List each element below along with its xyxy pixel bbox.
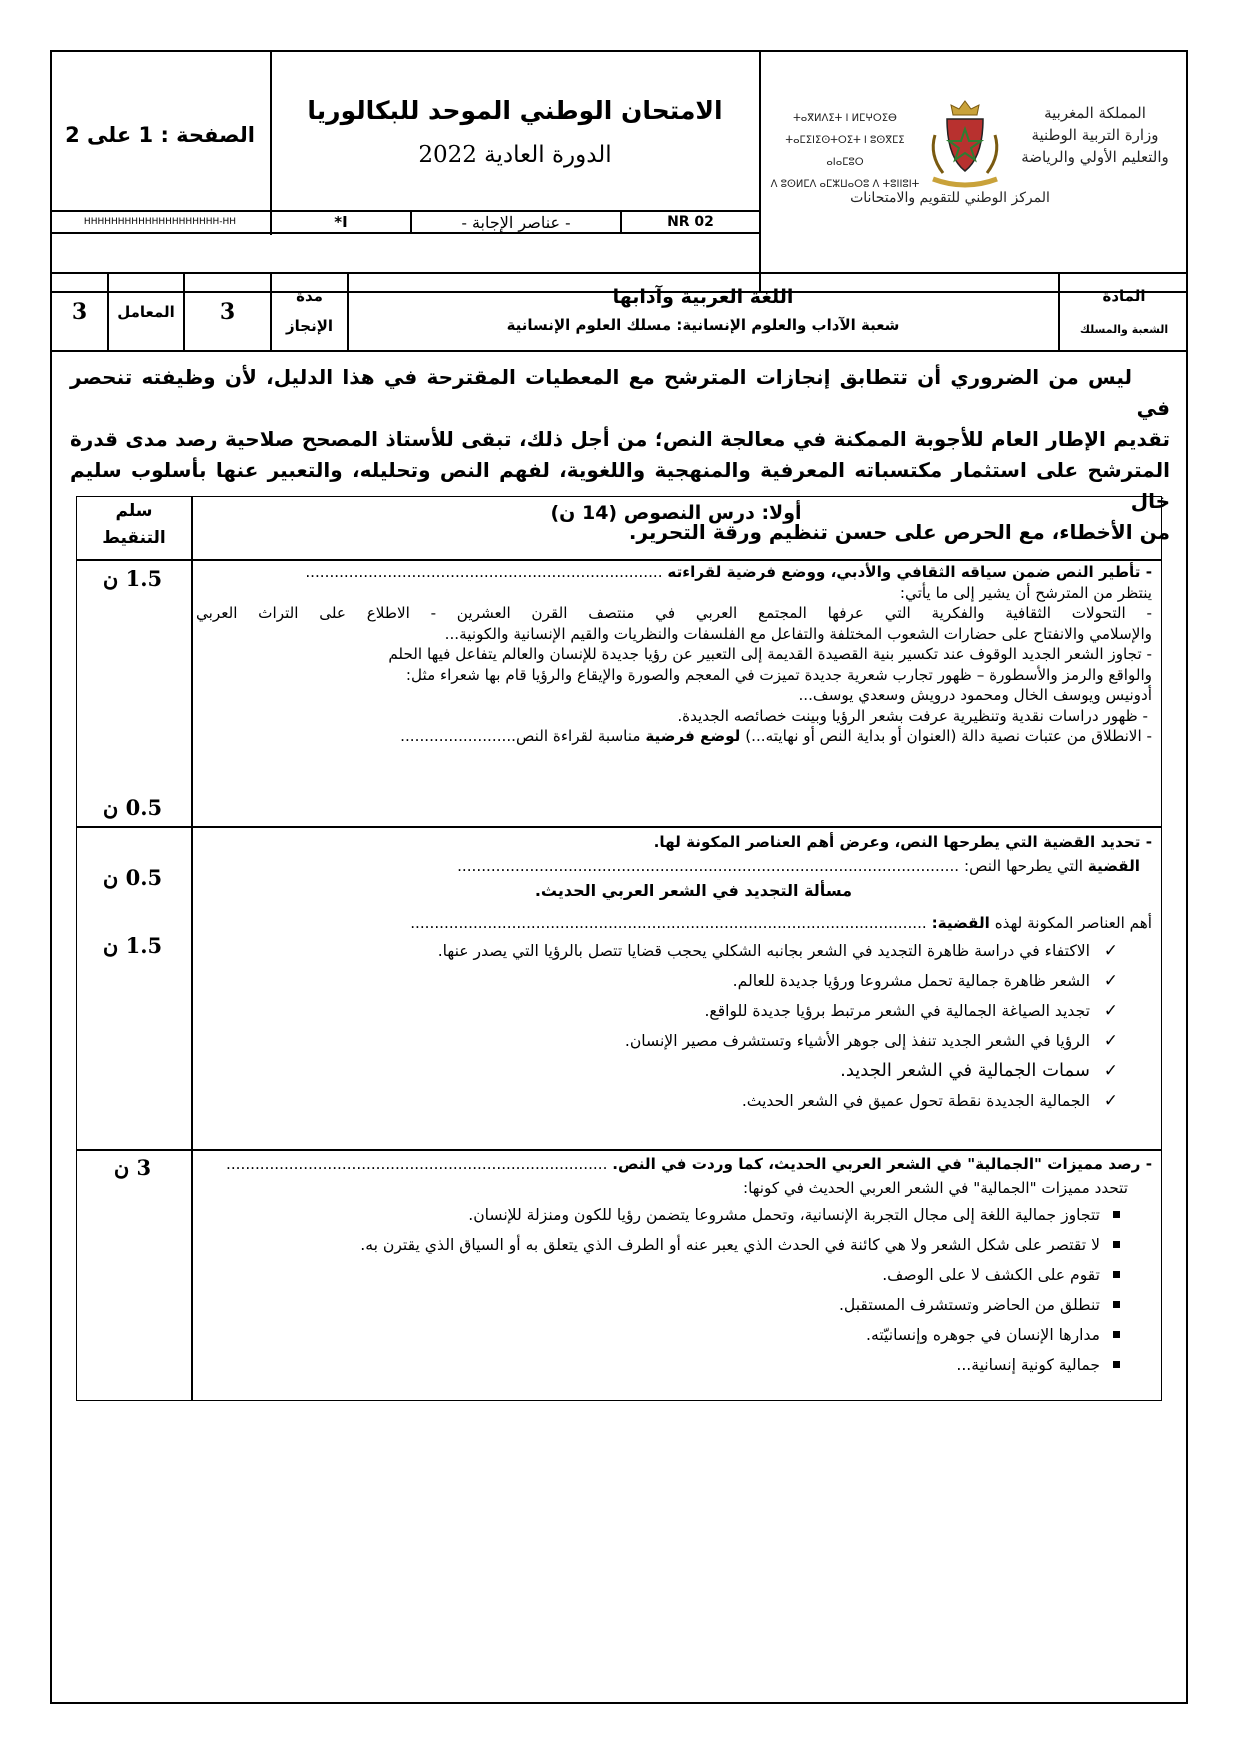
table-column-divider — [191, 496, 193, 1401]
score-s2-a: 0.5 ن — [102, 865, 163, 890]
table-row-divider — [76, 1149, 1162, 1151]
s2-issue-label-rest: التي يطرحها النص: — [963, 857, 1088, 875]
list-item: جمالية كونية إنسانية... — [196, 1350, 1122, 1380]
series-code: *I — [334, 213, 348, 231]
tifinagh-text — [770, 108, 920, 196]
intro-line: من الأخطاء، مع الحرص على حسن تنظيم ورقة التحرير. — [628, 520, 1170, 544]
s2-issue-line — [196, 854, 1152, 878]
tifinagh-line: ⵜⴰⵎⵉⵏⵉⵙⵜⵔⵉⵜ ⵏ ⵓⵙⴳⵎⵉ ⴰⵏⴰⵎⵓⵔ — [785, 135, 905, 168]
score-s2-b: 1.5 ن — [102, 933, 163, 958]
s2-elements-label-bold: القضية: — [931, 914, 990, 932]
section-2-content — [196, 830, 1152, 1116]
header-divider — [270, 50, 272, 235]
s1-last-text: - الانطلاق من عتبات نصية دالة (العنوان أو بداية النص أو نهايته...) — [740, 727, 1152, 745]
s1-heading-dots: .......................................................................... — [305, 563, 663, 581]
answer-elements-label: - عناصر الإجابة - — [461, 212, 571, 232]
kingdom-text — [1010, 102, 1180, 168]
list-item: ✓ تجديد الصياغة الجمالية في الشعر مرتبط برؤيا جديدة للواقع. — [196, 996, 1118, 1026]
list-item: ✓ الرؤيا في الشعر الجديد تنفذ إلى جوهر الأشياء وتستشرف مصير الإنسان. — [196, 1026, 1118, 1056]
tifinagh-line: ⵜⴰⴳⵍⴷⵉⵜ ⵏ ⵍⵎⵖⵔⵉⴱ — [793, 113, 897, 124]
s3-intro: تتحدد مميزات "الجمالية" في الشعر العربي الحديث في كونها: — [743, 1179, 1128, 1197]
intro-line: تقديم الإطار العام للأجوبة الممكنة في معالجة النص؛ من أجل ذلك، تبقى للأستاذ المصحح صلاحية رصد مدى قدرة — [70, 427, 1170, 451]
duration-value: 3 — [219, 299, 236, 325]
list-item: تتجاوز جمالية اللغة إلى مجال التجربة الإنسانية، وتحمل مشروعا يتضمن رؤيا للكون ومنزلة للإنسان. — [196, 1200, 1122, 1230]
table-row-divider — [76, 559, 1162, 561]
s1-line: والواقع والرمز والأسطورة – ظهور تجارب شعرية جديدة تميزت في المعجم والصورة والإيقاع والرؤيا قام بها شعراء مثل: — [405, 665, 1152, 684]
s1-line: - تجاوز الشعر الجديد الوقوف عند تكسير بنية القصيدة القديمة إلى التعبير عن رؤيا جديدة للإنسان والعالم يتفاعل فيها الحلم — [388, 645, 1152, 663]
scale-header-line: التنقيط — [102, 528, 166, 548]
section-title: أولا: درس النصوص (14 ن) — [550, 502, 802, 524]
s3-heading-line — [196, 1152, 1152, 1176]
track-name: شعبة الآداب والعلوم الإنسانية: مسلك العلوم الإنسانية — [506, 316, 900, 334]
s2-elements-list — [196, 936, 1152, 1116]
section-1-content — [196, 562, 1152, 747]
list-item: ✓ الجمالية الجديدة نقطة تحول عميق في الشعر الحديث. — [196, 1086, 1118, 1116]
s1-heading-line — [196, 562, 1152, 583]
barcode-text: HHHHHHHHHHHHHHHHHHHH-HH — [83, 217, 237, 227]
intro-line: ليس من الضروري أن تتطابق إنجازات المترشح مع المعطيات المقترحة في هذا الدليل، لأن وظيفته تنحصر في — [70, 365, 1170, 420]
subject-label: المادة — [1102, 287, 1146, 305]
nr-code: NR 02 — [667, 214, 714, 230]
moroccan-emblem — [925, 95, 1005, 195]
s2-elements-line — [196, 910, 1152, 936]
tifinagh-line: ⴷ ⵓⵙⵍⵎⴷ ⴰⵎⵣⵡⴰⵔⵓ ⴷ ⵜⵓⵏⵏⵓⵏⵜ — [770, 179, 920, 190]
scale-header-line: سلم — [115, 501, 153, 521]
s1-line: والإسلامي والانفتاح على حضارات الشعوب المختلفة والتفاعل مع الفلسفات والنظريات والقيم الإنسانية والكونية... — [444, 624, 1152, 643]
list-item: ✓ سمات الجمالية في الشعر الجديد. — [196, 1056, 1118, 1086]
score-s3: 3 ن — [113, 1155, 152, 1180]
duration-label: مدة — [296, 287, 323, 305]
exam-session: الدورة العادية 2022 — [418, 142, 612, 168]
header-divider — [759, 50, 761, 293]
list-item: لا تقتصر على شكل الشعر ولا هي كائنة في الحدث الذي يعبر عنه أو الطرف الذي يتعلق به أو السياق الذي يقترن به. — [196, 1230, 1122, 1260]
evaluation-center: المركز الوطني للتقويم والامتحانات — [850, 190, 1050, 206]
s1-last-text-2: مناسبة لقراءة النص — [516, 727, 646, 745]
coef-value: 3 — [71, 299, 88, 325]
s1-last-bold: لوضع فرضية — [645, 727, 741, 745]
kingdom-line: المملكة المغربية — [1044, 104, 1146, 122]
list-item: تقوم على الكشف لا على الوصف. — [196, 1260, 1122, 1290]
duration-label-2: الإنجاز — [285, 317, 334, 335]
exam-title: الامتحان الوطني الموحد للبكالوريا — [307, 95, 723, 125]
table-row-divider — [76, 826, 1162, 828]
s2-heading: - تحديد القضية التي يطرحها النص، وعرض أهم العناصر المكونة لها. — [653, 833, 1152, 851]
score-s1-a: 1.5 ن — [102, 566, 163, 591]
s3-features-list — [196, 1200, 1152, 1380]
score-s1-b: 0.5 ن — [102, 795, 163, 820]
s2-issue-dots: ........................................................................................................ — [457, 857, 960, 875]
section-3-content — [196, 1152, 1152, 1380]
track-label: الشعبة والمسلك — [1079, 322, 1169, 336]
intro-line: المترشح على استثمار مكتسباته المعرفية والمنهجية واللغوية، لفهم النص وتحليله، والتعبير عنها بأسلوب سليم خال — [70, 458, 1170, 513]
s1-last-line — [196, 726, 1152, 747]
scale-header — [78, 498, 190, 552]
s2-elements-label: أهم العناصر المكونة لهذه — [989, 914, 1152, 932]
coef-label: المعامل — [117, 303, 175, 321]
info-divider — [347, 272, 349, 352]
s1-heading: - تأطير النص ضمن سياقه الثقافي والأدبي، ووضع فرضية لقراءته — [667, 563, 1152, 581]
s1-last-dots: ........................ — [400, 727, 517, 745]
page-number-label: الصفحة : 1 على 2 — [65, 123, 255, 147]
s1-line: أدونيس ويوسف الخال ومحمود درويش وسعدي يوسف... — [798, 686, 1152, 704]
s3-heading-dots: ............................................................................... — [226, 1155, 608, 1173]
list-item: مدارها الإنسان في جوهره وإنسانيّته. — [196, 1320, 1122, 1350]
s2-issue-label: القضية — [1087, 857, 1140, 875]
list-item: ✓ الشعر ظاهرة جمالية تحمل مشروعا ورؤيا جديدة للعالم. — [196, 966, 1118, 996]
s1-line: ينتظر من المترشح أن يشير إلى ما يأتي: — [899, 583, 1152, 602]
s1-line: - التحولات الثقافية والفكرية التي عرفها المجتمع العربي في منتصف القرن العشرين - الاطلاع على التراث العربي — [196, 604, 1152, 622]
s2-issue-answer: مسألة التجديد في الشعر العربي الحديث. — [534, 881, 852, 900]
s3-heading: - رصد مميزات "الجمالية" في الشعر العربي الحديث، كما وردت في النص. — [612, 1155, 1152, 1173]
ministry-line: وزارة التربية الوطنية — [1031, 126, 1159, 144]
list-item: تنطلق من الحاضر وتستشرف المستقبل. — [196, 1290, 1122, 1320]
s2-elements-dots: ........................................................................................................... — [410, 914, 927, 932]
s1-line: - ظهور دراسات نقدية وتنظيرية عرفت بشعر الرؤيا وبينت خصائصه الجديدة. — [677, 706, 1148, 725]
ministry-line-2: والتعليم الأولي والرياضة — [1021, 148, 1169, 166]
subject-name: اللغة العربية وآدابها — [612, 286, 794, 308]
list-item: ✓ الاكتفاء في دراسة ظاهرة التجديد في الشعر بجانبه الشكلي يحجب قضايا تتصل بالرؤيا التي يصدر عنها. — [196, 936, 1118, 966]
